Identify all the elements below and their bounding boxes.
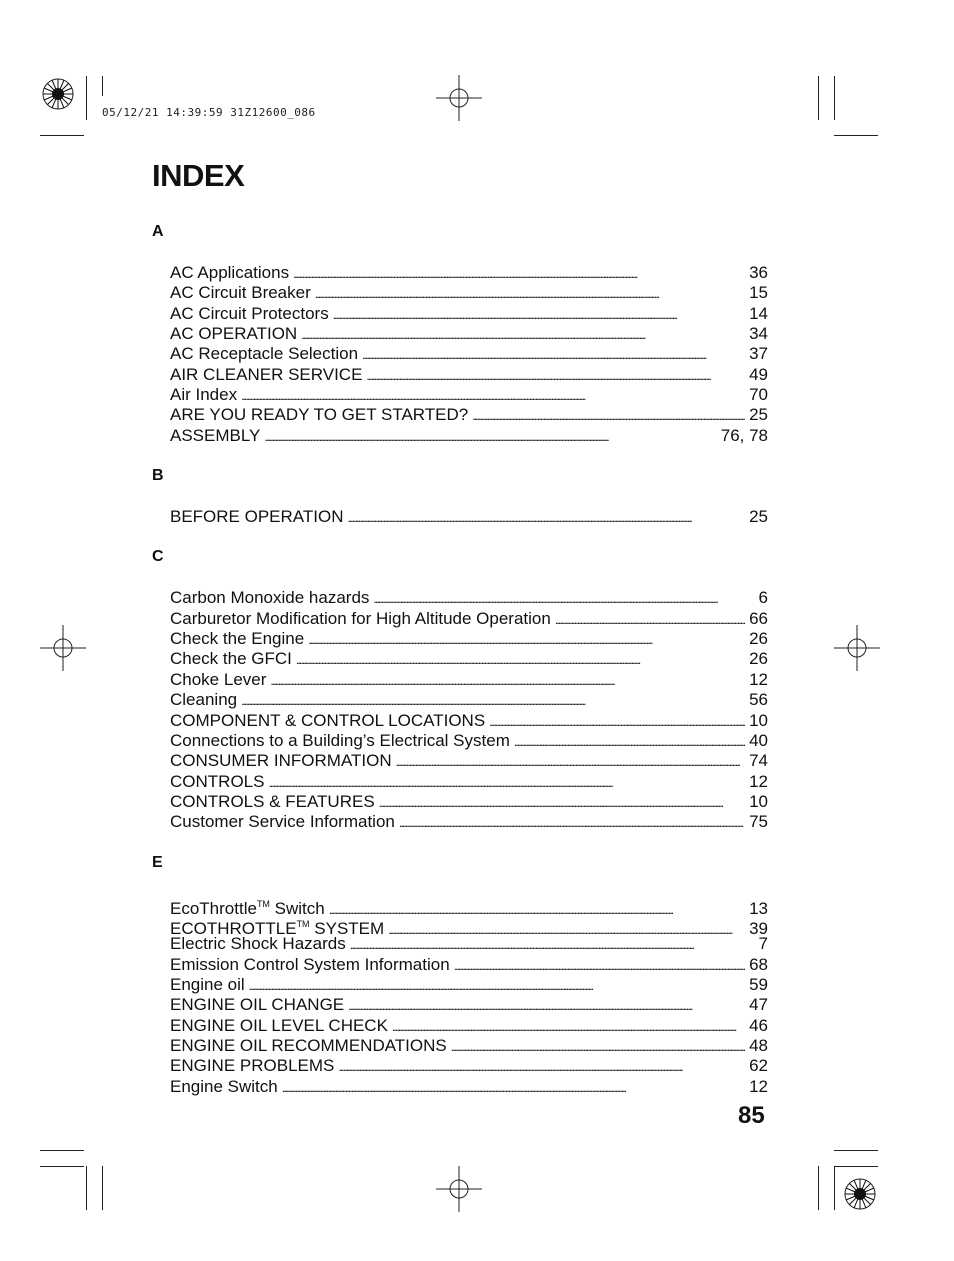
index-entry <box>170 405 768 425</box>
index-entry <box>170 344 768 364</box>
dot-leader <box>472 405 745 426</box>
entry-name <box>170 1016 392 1036</box>
dot-leader <box>366 365 745 386</box>
entry-name <box>170 304 333 324</box>
entry-name-text: Check the GFCI <box>170 649 292 669</box>
entry-name-text: ARE YOU READY TO GET STARTED? <box>170 405 469 425</box>
entry-name <box>170 1056 338 1076</box>
index-list <box>152 222 768 1097</box>
entry-page-number: 46 <box>749 1015 768 1035</box>
entry-name <box>170 283 315 303</box>
dot-leader <box>282 1077 745 1098</box>
entry-name-text: CONTROLS <box>170 771 265 791</box>
page-title: INDEX <box>152 158 245 193</box>
trademark-mark: TM <box>256 898 270 909</box>
index-section <box>152 853 768 1097</box>
index-entry <box>170 812 768 832</box>
section-letter: C <box>152 548 164 566</box>
dot-leader <box>514 731 745 752</box>
crosshair-bottom-center <box>436 1166 482 1212</box>
index-entry <box>170 1056 768 1076</box>
entry-page-number: 37 <box>749 344 768 364</box>
entry-name-text: Cleaning <box>170 690 238 710</box>
entry-name <box>170 975 249 995</box>
entry-name-text: BEFORE OPERATION <box>170 507 344 527</box>
entry-page-number: 15 <box>749 283 768 303</box>
dot-leader <box>301 324 745 345</box>
dot-leader <box>264 426 716 447</box>
entry-page-number: 68 <box>749 954 768 974</box>
entry-name-text: Engine oil <box>170 974 245 994</box>
index-entry <box>170 324 768 344</box>
entry-name <box>170 995 348 1015</box>
dot-leader <box>249 975 745 996</box>
entry-page-number: 40 <box>749 730 768 750</box>
crop-mark <box>40 1166 84 1167</box>
page-number: 85 <box>738 1102 765 1129</box>
entry-page-number: 75 <box>749 812 768 832</box>
entry-page-number: 49 <box>749 364 768 384</box>
section-spacer <box>152 833 768 853</box>
crop-mark <box>834 1150 878 1151</box>
entry-name-text: Carburetor Modification for High Altitude Operation <box>170 608 551 628</box>
dot-leader <box>373 588 754 609</box>
crop-mark <box>834 76 835 120</box>
entry-name-suffix: Switch <box>269 898 325 918</box>
crop-mark <box>86 1166 87 1210</box>
index-entry <box>170 609 768 629</box>
index-entry <box>170 894 768 918</box>
entry-name-text: Emission Control System Information <box>170 954 450 974</box>
entry-name-text: Connections to a Building’s Electrical System <box>170 730 510 750</box>
dot-leader <box>489 711 745 732</box>
entry-name <box>170 649 296 669</box>
entry-name-text: ENGINE OIL LEVEL CHECK <box>170 1015 388 1035</box>
entry-page-number: 34 <box>749 324 768 344</box>
index-entry <box>170 283 768 303</box>
dot-leader <box>399 812 745 833</box>
entry-page-number: 10 <box>749 791 768 811</box>
index-entry <box>170 751 768 771</box>
index-entry <box>170 1016 768 1036</box>
section-letter: B <box>152 467 164 485</box>
entry-page-number: 59 <box>749 974 768 994</box>
dot-leader <box>329 899 745 920</box>
entry-name-text: Check the Engine <box>170 629 305 649</box>
index-entry <box>170 731 768 751</box>
entry-name-text: Engine Switch <box>170 1076 278 1096</box>
entry-name <box>170 812 399 832</box>
entry-name <box>170 629 308 649</box>
dot-leader <box>333 304 745 325</box>
entry-name <box>170 711 489 731</box>
entry-name-text: AC Applications <box>170 263 290 282</box>
dot-leader <box>350 934 755 955</box>
crop-mark <box>834 1166 878 1167</box>
dot-leader <box>241 690 745 711</box>
crop-mark <box>818 1166 819 1210</box>
entry-page-number: 48 <box>749 1035 768 1055</box>
dot-leader <box>308 629 745 650</box>
dot-leader <box>451 1036 745 1057</box>
dot-leader <box>270 670 745 691</box>
index-entry <box>170 670 768 690</box>
index-entry <box>170 975 768 995</box>
entry-page-number: 47 <box>749 995 768 1015</box>
entry-name <box>170 365 366 385</box>
dot-leader <box>296 649 745 670</box>
entry-name-text: ENGINE OIL RECOMMENDATIONS <box>170 1035 447 1055</box>
entry-name-text: ENGINE OIL CHANGE <box>170 995 345 1015</box>
section-spacer <box>152 527 768 547</box>
index-entry <box>170 1036 768 1056</box>
crop-mark <box>40 1150 84 1151</box>
entry-name-text: Choke Lever <box>170 669 267 689</box>
index-entry <box>170 772 768 792</box>
entry-page-number: 26 <box>749 649 768 669</box>
entry-name <box>170 426 264 446</box>
entry-name <box>170 955 454 975</box>
entry-page-number: 39 <box>749 918 768 938</box>
entry-name <box>170 751 396 771</box>
entry-name-text: Carbon Monoxide hazards <box>170 588 370 608</box>
entry-name-text: Air Index <box>170 385 238 405</box>
entry-name-text: AC Circuit Protectors <box>170 303 329 323</box>
entry-name-text: AC Receptacle Selection <box>170 344 359 364</box>
index-entry <box>170 934 768 954</box>
crosshair-top-center <box>436 75 482 121</box>
entry-list <box>152 894 768 1097</box>
entry-name <box>170 263 293 283</box>
entry-page-number: 10 <box>749 710 768 730</box>
entry-page-number: 26 <box>749 629 768 649</box>
index-entry <box>170 995 768 1015</box>
dot-leader <box>396 751 745 772</box>
entry-name-text: CONSUMER INFORMATION <box>170 751 392 771</box>
entry-page-number: 6 <box>758 588 768 608</box>
entry-page-number: 56 <box>749 690 768 710</box>
entry-list <box>152 507 768 527</box>
index-section <box>152 222 768 466</box>
crop-mark <box>834 135 878 136</box>
index-entry <box>170 955 768 975</box>
entry-name-text: CONTROLS & FEATURES <box>170 791 375 811</box>
entry-name-text: EcoThrottle <box>170 898 257 918</box>
dot-leader <box>392 1016 745 1037</box>
crosshair-left-middle <box>40 625 86 671</box>
dot-leader <box>454 955 745 976</box>
dot-leader <box>293 263 745 284</box>
entry-name <box>170 405 472 425</box>
entry-name <box>170 588 373 608</box>
index-entry <box>170 690 768 710</box>
entry-name-text: ECOTHROTTLE <box>170 918 297 938</box>
index-entry <box>170 629 768 649</box>
entry-name-text: Customer Service Information <box>170 812 395 832</box>
section-letter: A <box>152 223 164 240</box>
entry-page-number: 66 <box>749 608 768 628</box>
dot-leader <box>338 1056 745 1077</box>
index-entry <box>170 507 768 527</box>
entry-page-number: 25 <box>749 405 768 425</box>
registration-target-top-left <box>40 76 76 112</box>
entry-page-number: 14 <box>749 303 768 323</box>
dot-leader <box>241 385 745 406</box>
registration-target-bottom-right <box>842 1176 878 1212</box>
entry-page-number: 12 <box>749 771 768 791</box>
entry-name <box>170 385 241 405</box>
crop-mark <box>40 135 84 136</box>
entry-list <box>152 588 768 832</box>
section-spacer <box>152 446 768 466</box>
crop-mark <box>818 76 819 120</box>
entry-name-text: ASSEMBLY <box>170 425 261 445</box>
index-section <box>152 466 768 547</box>
index-entry <box>170 588 768 608</box>
dot-leader <box>348 995 745 1016</box>
entry-name-text: AC OPERATION <box>170 324 298 344</box>
index-section <box>152 547 768 852</box>
entry-name-text: COMPONENT & CONTROL LOCATIONS <box>170 710 486 730</box>
entry-page-number: 7 <box>758 934 768 954</box>
index-entry <box>170 649 768 669</box>
entry-name-suffix: SYSTEM <box>309 918 385 938</box>
entry-page-number: 12 <box>749 669 768 689</box>
index-entry <box>170 365 768 385</box>
entry-page-number: 74 <box>749 751 768 771</box>
entry-name <box>170 1036 451 1056</box>
entry-name <box>170 670 270 690</box>
index-entry <box>170 263 768 283</box>
entry-name <box>170 772 268 792</box>
dot-leader <box>379 792 745 813</box>
entry-page-number: 13 <box>749 898 768 918</box>
dot-leader <box>362 344 745 365</box>
entry-name <box>170 609 555 629</box>
dot-leader <box>268 772 745 793</box>
entry-page-number: 36 <box>749 263 768 282</box>
entry-name <box>170 507 348 527</box>
index-entry <box>170 792 768 812</box>
print-slug: 05/12/21 14:39:59 31Z12600_086 <box>102 106 316 119</box>
entry-name <box>170 690 241 710</box>
entry-page-number: 76, 78 <box>720 425 768 445</box>
section-letter: E <box>152 853 163 871</box>
index-entry <box>170 1077 768 1097</box>
entry-page-number: 62 <box>749 1056 768 1076</box>
entry-name <box>170 344 362 364</box>
entry-list <box>152 263 768 446</box>
crosshair-right-middle <box>834 625 880 671</box>
entry-name <box>170 792 379 812</box>
entry-name-text: AC Circuit Breaker <box>170 283 311 303</box>
index-entry <box>170 711 768 731</box>
entry-page-number: 70 <box>749 385 768 405</box>
entry-name <box>170 1077 282 1097</box>
trademark-mark: TM <box>296 918 310 929</box>
entry-name-text: Electric Shock Hazards <box>170 934 346 954</box>
entry-name-text: AIR CLEANER SERVICE <box>170 364 363 384</box>
index-entry <box>170 304 768 324</box>
entry-name <box>170 731 514 751</box>
entry-name-text: ENGINE PROBLEMS <box>170 1056 335 1076</box>
entry-page-number: 25 <box>749 507 768 527</box>
index-entry <box>170 385 768 405</box>
entry-name <box>170 324 301 344</box>
dot-leader <box>315 283 745 304</box>
crop-mark <box>102 1166 103 1210</box>
dot-leader <box>555 609 745 630</box>
crop-mark <box>102 76 103 96</box>
dot-leader <box>348 507 746 528</box>
index-entry <box>170 426 768 446</box>
crop-mark <box>86 76 87 120</box>
entry-name <box>170 934 350 954</box>
entry-page-number: 12 <box>749 1076 768 1096</box>
crop-mark <box>834 1166 835 1210</box>
